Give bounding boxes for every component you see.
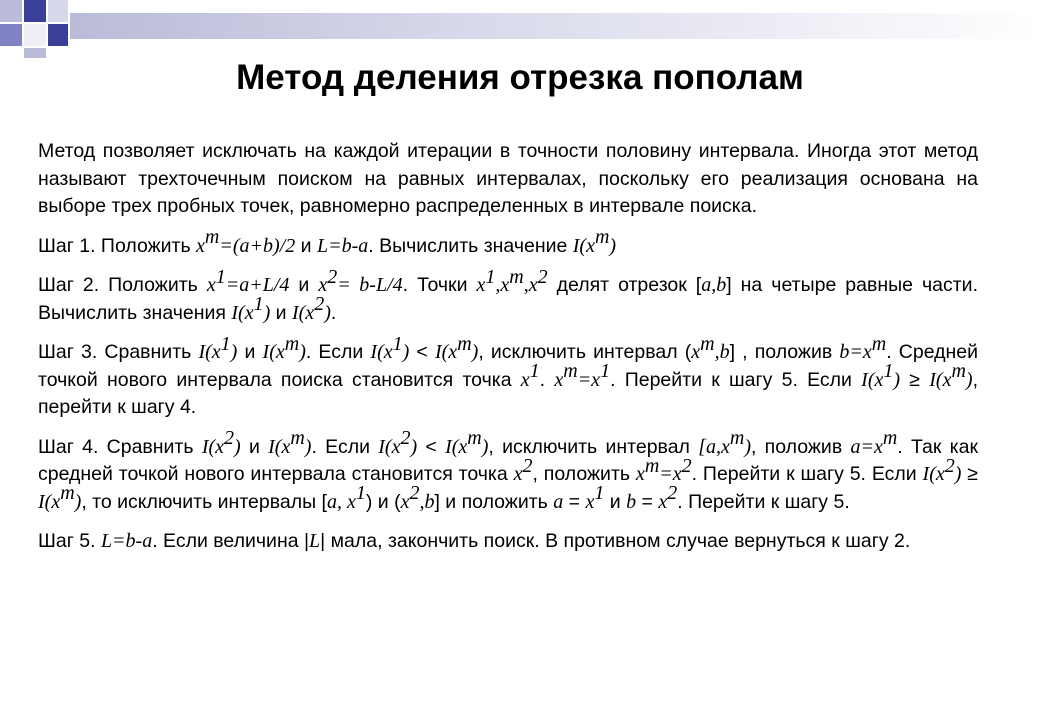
step-5	[38, 528, 978, 556]
superscript: 2	[537, 265, 548, 288]
math-expression: )	[471, 341, 479, 363]
step-text: , перейти к шагу 4.	[38, 368, 978, 418]
superscript: m	[284, 332, 300, 355]
step-text: =	[563, 490, 586, 513]
math-expression: I(x	[929, 368, 952, 391]
math-expression: )	[609, 234, 617, 257]
step-text: . Перейти к шагу 5. Если	[610, 368, 862, 391]
step-text: ) и (	[365, 490, 401, 513]
superscript: m	[204, 226, 220, 248]
math-expression: )	[230, 341, 238, 363]
math-expression: a	[553, 490, 564, 513]
step-text: . Вычислить значение	[368, 234, 573, 257]
step-text: . Перейти к шагу 5.	[677, 490, 850, 513]
math-expression: ,x	[495, 274, 510, 296]
superscript: m	[467, 427, 482, 449]
math-expression: ,b	[419, 490, 435, 513]
step-text: <	[409, 341, 435, 363]
step-text: Шаг 3. Сравнить	[38, 341, 199, 363]
superscript: 1	[485, 265, 496, 288]
superscript: m	[594, 226, 610, 248]
step-4	[38, 427, 979, 517]
math-expression: )	[74, 490, 82, 513]
step-text: и	[604, 490, 627, 513]
step-2	[38, 265, 978, 327]
step-text: . Так как средней точкой нового интервала становится точка	[38, 435, 978, 485]
math-expression: x	[691, 341, 701, 363]
step-text: , исключить интервал (	[478, 341, 692, 363]
step-text: и	[289, 274, 319, 296]
step-text: ] на четыре равные части. Вычислить значения	[38, 274, 978, 324]
math-expression: )	[299, 341, 306, 363]
step-text: Шаг 2. Положить	[38, 274, 207, 296]
math-expression: I(x	[434, 341, 458, 363]
step-text: Шаг 5.	[38, 530, 101, 552]
math-expression: I(x	[445, 435, 468, 458]
step-text: .	[539, 368, 555, 391]
step-text: и	[270, 301, 292, 324]
math-expression: =(a+b)/2	[219, 234, 296, 257]
superscript: m	[563, 360, 578, 382]
superscript: 1	[392, 332, 403, 355]
slide-title: Метод деления отрезка пополам	[236, 58, 804, 97]
superscript: 1	[600, 360, 611, 382]
step-text: , положив	[750, 435, 851, 458]
math-expression: a,b	[701, 274, 727, 296]
step-text: . Перейти к шагу 5. Если	[691, 463, 923, 485]
math-expression: x	[554, 368, 564, 391]
step-text: Шаг 1. Положить	[38, 234, 197, 257]
math-expression: x	[635, 463, 645, 485]
math-expression: ,x	[523, 274, 538, 296]
math-expression: )	[954, 463, 962, 485]
math-expression: a, x	[326, 490, 356, 513]
math-expression: x	[520, 368, 530, 391]
math-expression: I(x	[291, 301, 315, 324]
slide-body	[38, 138, 978, 556]
math-expression: I(x	[262, 341, 285, 363]
superscript: m	[60, 482, 75, 504]
math-expression: I(x	[198, 341, 221, 363]
math-expression: x	[318, 274, 328, 296]
step-text: . Средней точкой нового интервала поиска становится точка	[38, 341, 979, 391]
superscript: m	[700, 332, 715, 355]
math-expression: L=b-a	[100, 530, 153, 552]
superscript: 2	[400, 427, 411, 449]
superscript: m	[882, 427, 898, 449]
deco-square-5	[24, 24, 46, 46]
step-text: и	[237, 341, 263, 363]
math-expression: )	[965, 368, 973, 391]
superscript: 1	[594, 482, 605, 504]
step-text: ] , положив	[729, 341, 840, 363]
steps-list	[38, 226, 979, 556]
step-3	[38, 332, 979, 422]
math-expression: I(x	[861, 368, 884, 391]
math-expression: x	[400, 490, 410, 513]
step-text: .	[330, 301, 337, 324]
deco-square-3	[48, 0, 68, 22]
superscript: 1	[253, 293, 264, 315]
step-text: ≥	[900, 368, 930, 391]
math-expression: [a,x	[698, 435, 730, 458]
superscript: 2	[522, 454, 533, 477]
math-expression: I(x	[201, 435, 225, 458]
math-expression: b=x	[839, 341, 872, 363]
superscript: 2	[327, 265, 338, 288]
superscript: m	[729, 427, 745, 449]
superscript: 2	[314, 293, 325, 315]
header-gradient-bar	[70, 13, 1040, 39]
math-expression: )	[893, 368, 901, 391]
math-expression: )	[481, 435, 489, 458]
superscript: 2	[681, 454, 692, 477]
step-text: Шаг 4. Сравнить	[38, 435, 202, 458]
math-expression: x	[585, 490, 595, 513]
math-expression: x	[476, 274, 486, 296]
step-text: ] и положить	[434, 490, 554, 513]
math-expression: =a+L/4	[225, 274, 290, 296]
step-text: , исключить интервал	[488, 435, 699, 458]
deco-square-7	[24, 48, 46, 58]
math-expression: )	[324, 301, 331, 324]
math-expression: )	[263, 301, 271, 324]
superscript: 2	[409, 482, 420, 504]
step-text: . Если величина |	[152, 530, 310, 552]
step-text: и	[240, 435, 269, 458]
math-expression: a=x	[850, 435, 883, 458]
slide-decoration	[0, 0, 1040, 60]
math-expression: =x	[659, 463, 682, 485]
math-expression: x	[513, 463, 523, 485]
deco-square-2	[24, 0, 46, 22]
superscript: m	[644, 454, 660, 477]
math-expression: I(x	[268, 435, 291, 458]
step-text: . Точки	[402, 274, 477, 296]
step-text: . Если	[311, 435, 379, 458]
deco-square-6	[48, 24, 68, 46]
math-expression: )	[410, 435, 418, 458]
step-text: <	[417, 435, 446, 458]
math-expression: L	[309, 530, 321, 552]
math-expression: I(x	[572, 234, 595, 257]
superscript: 2	[944, 454, 955, 477]
math-expression: =x	[577, 368, 601, 391]
intro-paragraph: Метод позволяет исключать на каждой итерации в точности половину интервала. Иногда этот метод называют трехточечным поиском на равных интервалах, поскольку его реализация основана на выборе трех пробных точек, равномерно распределенных в интервале поиска.	[38, 140, 978, 217]
deco-square-4	[0, 24, 22, 46]
step-text: ≥	[961, 463, 979, 485]
math-expression: L=b-a	[316, 234, 369, 257]
math-expression: x	[658, 490, 668, 513]
step-text: и	[295, 234, 317, 257]
math-expression: I(x	[38, 490, 61, 513]
superscript: m	[509, 265, 524, 288]
math-expression: )	[402, 341, 410, 363]
math-expression: I(x	[370, 341, 393, 363]
math-expression: x	[196, 234, 205, 257]
superscript: 1	[355, 482, 366, 504]
step-text: , то исключить интервалы [	[81, 490, 327, 513]
superscript: 2	[224, 427, 235, 449]
step-text: , положить	[532, 463, 636, 485]
superscript: 2	[667, 482, 678, 504]
superscript: m	[290, 427, 305, 449]
math-expression: = b-L/4	[337, 274, 403, 296]
step-text: . Если	[305, 341, 371, 363]
step-text: делят отрезок [	[547, 274, 702, 296]
deco-square-1	[0, 0, 22, 22]
math-expression: )	[304, 435, 312, 458]
superscript: 1	[529, 360, 540, 382]
superscript: m	[457, 332, 472, 355]
math-expression: I(x	[922, 463, 945, 485]
math-expression: x	[206, 274, 216, 296]
math-expression: b	[626, 490, 637, 513]
superscript: 1	[883, 360, 894, 382]
step-1	[38, 226, 978, 261]
superscript: m	[871, 332, 887, 355]
step-text: | мала, закончить поиск. В противном случае вернуться к шагу 2.	[320, 530, 911, 552]
superscript: 1	[220, 332, 231, 355]
superscript: m	[951, 360, 966, 382]
step-text: =	[636, 490, 659, 513]
math-expression: )	[234, 435, 241, 458]
math-expression: ,b	[714, 341, 730, 363]
superscript: 1	[215, 265, 226, 288]
math-expression: I(x	[378, 435, 401, 458]
math-expression: )	[744, 435, 751, 458]
math-expression: I(x	[231, 301, 254, 324]
